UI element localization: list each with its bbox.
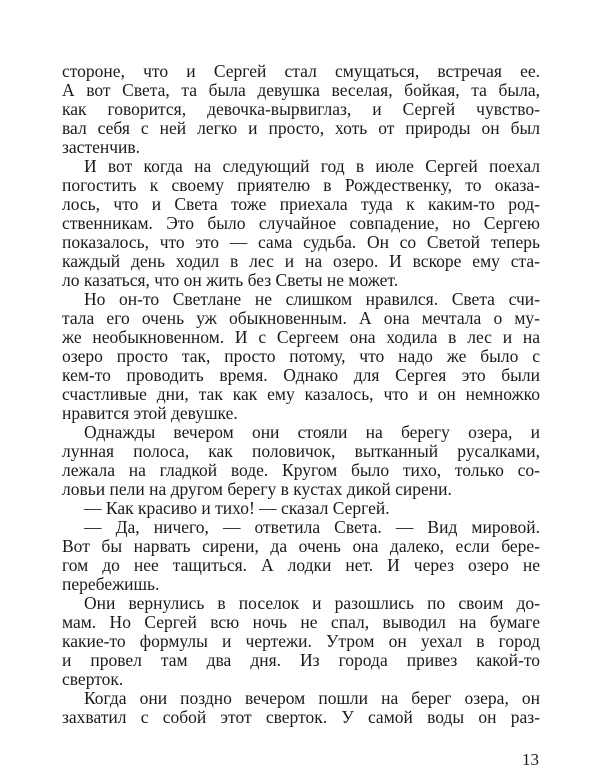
page-number: 13	[522, 750, 539, 769]
text-line: какие-то формулы и чертежи. Утром он уехал в город	[62, 632, 540, 651]
text-line: Они вернулись в поселок и разошлись по своим до-	[84, 594, 540, 613]
text-line: лежала на гладкой воде. Кругом было тихо, только со-	[62, 461, 540, 480]
text-line: озеро просто так, просто потому, что надо же было с	[62, 347, 540, 366]
text-line: А вот Света, та была девушка веселая, бойкая, та была,	[62, 81, 540, 100]
text-line: сверток.	[62, 670, 124, 689]
text-line: каждый день ходил в лес и на озеро. И вскоре ему ста-	[62, 252, 540, 271]
text-line: лось, что и Света тоже приехала туда к каким-то род-	[62, 195, 540, 214]
text-line: тала его очень уж обыкновенным. А она мечтала о му-	[62, 309, 540, 328]
text-line: кем-то проводить время. Однако для Сергея это были	[62, 366, 540, 385]
text-line: И вот когда на следующий год в июле Сергей поехал	[84, 157, 540, 176]
text-line: счастливые дни, так как ему казалось, что и он немножко	[62, 385, 540, 404]
text-line: и провел там два дня. Из города привез какой-то	[62, 651, 540, 670]
text-line: Однажды вечером они стояли на берегу озера, и	[84, 423, 540, 442]
text-line: Когда они поздно вечером пошли на берег озера, он	[84, 689, 540, 708]
text-line: — Да, ничего, — ответила Света. — Вид мировой.	[84, 518, 540, 537]
text-line: Но он-то Светлане не слишком нравился. Света счи-	[84, 290, 540, 309]
text-line: нравится этой девушке.	[62, 404, 238, 423]
text-line: погостить к своему приятелю в Рождественку, то оказа-	[62, 176, 540, 195]
text-line: как говорится, девочка-вырвиглаз, и Сергей чувство-	[62, 100, 540, 119]
text-line: стороне, что и Сергей стал смущаться, встречая ее.	[62, 62, 540, 81]
text-line: ловьи пели на другом берегу в кустах дикой сирени.	[62, 480, 452, 499]
text-line: — Как красиво и тихо! — сказал Сергей.	[84, 499, 390, 518]
text-line: вал себя с ней легко и просто, хоть от природы он был	[62, 119, 540, 138]
text-line: мам. Но Сергей всю ночь не спал, выводил на бумаге	[62, 613, 540, 632]
text-line: Вот бы нарвать сирени, да очень она далеко, если бере-	[62, 537, 540, 556]
text-line: захватил с собой этот сверток. У самой воды он раз-	[62, 708, 540, 727]
text-line: ло казаться, что он жить без Светы не может.	[62, 271, 399, 290]
text-line: ственникам. Это было случайное совпадение, но Сергею	[62, 214, 540, 233]
text-line: показалось, что это — сама судьба. Он со Светой теперь	[62, 233, 540, 252]
text-line: застенчив.	[62, 138, 141, 157]
text-line: же необыкновенном. И с Сергеем она ходила в лес и на	[62, 328, 540, 347]
text-line: гом до нее тащиться. А лодки нет. И через озеро не	[62, 556, 540, 575]
text-line: лунная полоса, как половичок, вытканный русалками,	[62, 442, 540, 461]
text-line: перебежишь.	[62, 575, 160, 594]
page-body	[62, 62, 540, 727]
